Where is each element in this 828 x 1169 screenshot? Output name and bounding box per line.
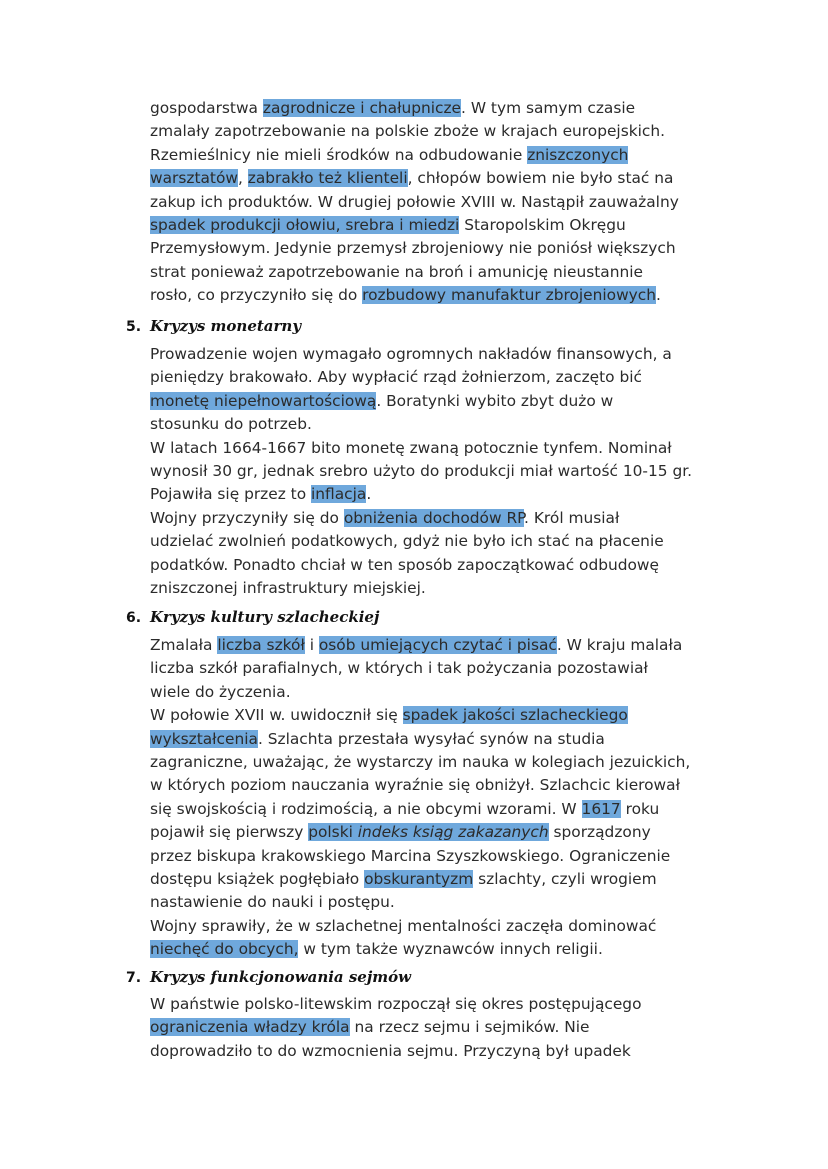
section-title: Kryzys funkcjonowania sejmów xyxy=(150,968,412,986)
text-segment: zagraniczne, uważając, że wystarczy im nauka w kolegiach jezuickich, xyxy=(150,752,691,771)
text-line xyxy=(150,237,750,260)
text-segment: sporządzony xyxy=(548,823,651,842)
section-heading-5 xyxy=(126,315,301,338)
text-segment: podatków. Ponadto chciał w ten sposób zapoczątkować odbudowę xyxy=(150,555,659,574)
text-segment: stosunku do potrzeb. xyxy=(150,415,312,434)
text-line xyxy=(150,821,750,844)
text-segment: Wojny przyczyniły się do xyxy=(150,508,344,527)
text-segment: rosło, co przyczyniło się do xyxy=(150,286,363,305)
text-line xyxy=(150,577,750,600)
text-segment: . Król musiał xyxy=(524,508,620,527)
text-line xyxy=(150,657,750,680)
text-line xyxy=(150,214,750,237)
text-segment: nastawienie do nauki i postępu. xyxy=(150,893,395,912)
highlighted-text: niechęć do obcych, xyxy=(150,940,299,959)
text-segment: wynosił 30 gr, jednak srebro użyto do produkcji miał wartość 10-15 gr. xyxy=(150,461,693,480)
text-segment: udzielać zwolnień podatkowych, gdyż nie było ich stać na płacenie xyxy=(150,532,664,551)
text-segment: . Szlachta przestała wysyłać synów na studia xyxy=(257,729,605,748)
text-segment: zniszczonej infrastruktury miejskiej. xyxy=(150,578,426,597)
highlighted-text: zagrodnicze i chałupnicze xyxy=(262,99,462,117)
text-segment: W latach 1664-1667 bito monetę zwaną potocznie tynfem. Nominał xyxy=(150,438,672,457)
text-segment: na rzecz sejmu i sejmików. Nie xyxy=(349,1018,590,1037)
text-segment: Staropolskim Okręgu xyxy=(459,215,626,234)
text-line xyxy=(150,891,750,914)
text-line xyxy=(150,634,750,657)
text-segment: doprowadziło to do wzmocnienia sejmu. Przyczyną był upadek xyxy=(150,1041,631,1060)
text-segment: W połowie XVII w. uwidocznił się xyxy=(150,706,403,725)
text-segment: Przemysłowym. Jedynie przemysł zbrojeniowy nie poniósł większych xyxy=(150,239,676,258)
text-line xyxy=(150,554,750,577)
text-line xyxy=(150,728,750,751)
text-line xyxy=(150,261,750,284)
text-line xyxy=(150,437,750,460)
text-line xyxy=(150,483,750,506)
text-segment: . Boratynki wybito zbyt dużo w xyxy=(376,391,614,410)
text-segment: , chłopów bowiem nie było stać na xyxy=(407,169,674,188)
text-segment: Wojny sprawiły, że w szlachetnej mentalności zaczęła dominować xyxy=(150,916,657,935)
text-segment: Rzemieślnicy nie mieli środków na odbudowanie xyxy=(150,145,528,164)
text-line xyxy=(150,120,750,143)
highlighted-text: indeks ksiąg zakazanych xyxy=(357,823,549,842)
text-line xyxy=(150,845,750,868)
highlighted-text: liczba szkół xyxy=(217,636,305,654)
text-line xyxy=(150,366,750,389)
text-line xyxy=(150,530,750,553)
text-segment: zmalały zapotrzebowanie na polskie zboże w krajach europejskich. xyxy=(150,122,666,141)
text-segment: roku xyxy=(620,799,660,818)
section-number: 6. xyxy=(126,610,142,626)
text-block-2 xyxy=(150,343,750,600)
text-line xyxy=(150,798,750,821)
section-title: Kryzys monetarny xyxy=(150,317,302,335)
highlighted-text: polski xyxy=(308,823,358,842)
text-line xyxy=(150,167,750,190)
text-line xyxy=(150,284,750,307)
text-segment: Pojawiła się przez to xyxy=(150,485,312,504)
text-line xyxy=(150,938,750,961)
highlighted-text: 1617 xyxy=(581,799,621,818)
text-line xyxy=(150,751,750,774)
highlighted-text: monetę niepełnowartościową xyxy=(150,391,377,410)
text-segment: . W kraju malała xyxy=(556,636,683,654)
text-segment: liczba szkół parafialnych, w których i tak pożyczania pozostawiał xyxy=(150,659,648,678)
highlighted-text: zabrakło też klienteli xyxy=(247,169,408,188)
text-line xyxy=(150,774,750,797)
text-line xyxy=(150,460,750,483)
section-number: 5. xyxy=(126,319,142,335)
text-segment: pojawił się pierwszy xyxy=(150,823,309,842)
highlighted-text: spadek produkcji ołowiu, srebra i miedzi xyxy=(150,215,460,234)
text-line xyxy=(150,97,750,120)
text-segment: W państwie polsko-litewskim rozpoczął się okres postępującego xyxy=(150,995,642,1013)
text-segment: pieniędzy brakowało. Aby wypłacić rząd żołnierzom, zaczęto bić xyxy=(150,368,642,387)
text-segment: wiele do życzenia. xyxy=(150,682,291,701)
text-line xyxy=(150,1040,750,1063)
section-heading-7 xyxy=(126,966,411,989)
highlighted-text: spadek jakości szlacheckiego xyxy=(402,706,628,725)
text-line xyxy=(150,704,750,727)
text-line xyxy=(150,507,750,530)
text-line xyxy=(150,868,750,891)
text-segment: zakup ich produktów. W drugiej połowie XVIII w. Nastąpił zauważalny xyxy=(150,192,679,211)
text-segment: Prowadzenie wojen wymagało ogromnych nakładów finansowych, a xyxy=(150,345,672,363)
highlighted-text: inflacja xyxy=(311,485,367,504)
text-segment: . xyxy=(366,485,372,504)
highlighted-text: warsztatów xyxy=(150,169,238,188)
highlighted-text: zniszczonych xyxy=(527,145,629,164)
text-segment: szlachty, czyli wrogiem xyxy=(473,869,657,888)
text-block-1 xyxy=(150,97,750,308)
text-segment: w których poziom nauczania wyraźnie się obniżył. Szlachcic kierował xyxy=(150,776,680,795)
highlighted-text: rozbudowy manufaktur zbrojeniowych xyxy=(362,286,656,305)
highlighted-text: osób umiejących czytać i pisać xyxy=(318,636,557,654)
text-line xyxy=(150,915,750,938)
text-segment: gospodarstwa xyxy=(150,99,263,117)
text-line xyxy=(150,144,750,167)
text-segment: przez biskupa krakowskiego Marcina Szyszkowskiego. Ograniczenie xyxy=(150,846,671,865)
text-line xyxy=(150,390,750,413)
highlighted-text: ograniczenia władzy króla xyxy=(150,1018,350,1037)
section-number: 7. xyxy=(126,970,142,986)
text-line xyxy=(150,681,750,704)
text-segment: Zmalała xyxy=(150,636,218,654)
text-segment: się swojskością i rodzimością, a nie obcymi wzorami. W xyxy=(150,799,582,818)
text-segment: i xyxy=(304,636,319,654)
text-block-4 xyxy=(150,993,750,1063)
text-segment: w tym także wyznawców innych religii. xyxy=(298,940,603,959)
text-line xyxy=(150,413,750,436)
highlighted-text: wykształcenia xyxy=(150,729,258,748)
text-line xyxy=(150,343,750,366)
text-line xyxy=(150,191,750,214)
text-block-3 xyxy=(150,634,750,961)
text-segment: strat ponieważ zapotrzebowanie na broń i amunicję nieustannie xyxy=(150,262,643,281)
section-heading-6 xyxy=(126,606,379,629)
highlighted-text: obskurantyzm xyxy=(364,869,474,888)
section-title: Kryzys kultury szlacheckiej xyxy=(150,608,380,626)
text-segment: dostępu książek pogłębiało xyxy=(150,869,365,888)
text-line xyxy=(150,1016,750,1039)
text-segment: , xyxy=(237,169,248,188)
text-line xyxy=(150,993,750,1016)
highlighted-text: obniżenia dochodów RP xyxy=(343,508,525,527)
text-segment: . W tym samym czasie xyxy=(461,99,636,117)
text-segment: . xyxy=(656,286,661,305)
